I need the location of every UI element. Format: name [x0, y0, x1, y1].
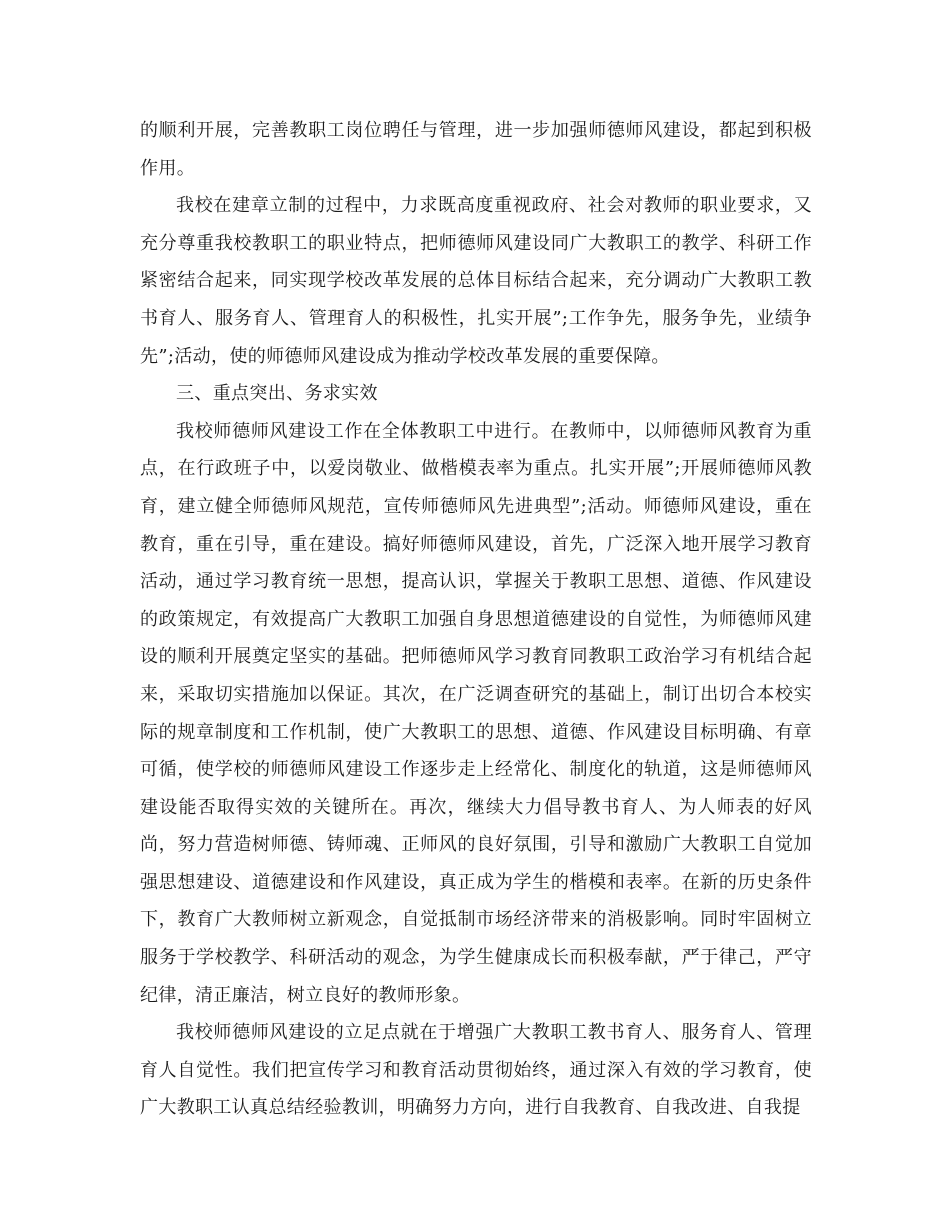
paragraph-continuation: 的顺利开展，完善教职工岗位聘任与管理，进一步加强师德师风建设，都起到积极作用。 — [140, 120, 812, 179]
paragraph-foothold: 我校师德师风建设的立足点就在于增强广大教职工教书育人、服务育人、管理育人自觉性。我们把宣传学习和教育活动贯彻始终，通过深入有效的学习教育，使广大教职工认真总结经验教训，明确努力方向，进行自我教育、自我改进、自我提 — [140, 1022, 812, 1119]
section-heading-key-points: 三、重点突出、务求实效 — [176, 383, 378, 405]
paragraph-rules-and-regulations: 我校在建章立制的过程中，力求既高度重视政府、社会对教师的职业要求，又充分尊重我校教职工的职业特点，把师德师风建设同广大教职工的教学、科研工作紧密结合起来，同实现学校改革发展的总体目标结合起来，充分调动广大教职工教书育人、服务育人、管理育人的积极性，扎实开展”;工作争先，服务争先，业绩争先”;活动，使的师德师风建设成为推动学校改革发展的重要保障。 — [140, 195, 812, 367]
document-body — [140, 112, 812, 1127]
paragraph-ethics-education: 我校师德师风建设工作在全体教职工中进行。在教师中，以师德师风教育为重点，在行政班子中，以爱岗敬业、做楷模表率为重点。扎实开展”;开展师德师风教育，建立健全师德师风规范，宣传师德师风先进典型”;活动。师德师风建设，重在教育，重在引导，重在建设。搞好师德师风建设，首先，广泛深入地开展学习教育活动，通过学习教育统一思想，提高认识，掌握关于教职工思想、道德、作风建设的政策规定，有效提高广大教职工加强自身思想道德建设的自觉性，为师德师风建设的顺利开展奠定坚实的基础。把师德师风学习教育同教职工政治学习有机结合起来，采取切实措施加以保证。其次，在广泛调查研究的基础上，制订出切合本校实际的规章制度和工作机制，使广大教职工的思想、道德、作风建设目标明确、有章可循，使学校的师德师风建设工作逐步走上经常化、制度化的轨道，这是师德师风建设能否取得实效的关键所在。再次，继续大力倡导教书育人、为人师表的好风尚，努力营造树师德、铸师魂、正师风的良好氛围，引导和激励广大教职工自觉加强思想建设、道德建设和作风建设，真正成为学生的楷模和表率。在新的历史条件下，教育广大教师树立新观念，自觉抵制市场经济带来的消极影响。同时牢固树立服务于学校教学、科研活动的观念，为学生健康成长而积极奉献，严于律己，严守纪律，清正廉洁，树立良好的教师形象。 — [140, 420, 812, 1006]
